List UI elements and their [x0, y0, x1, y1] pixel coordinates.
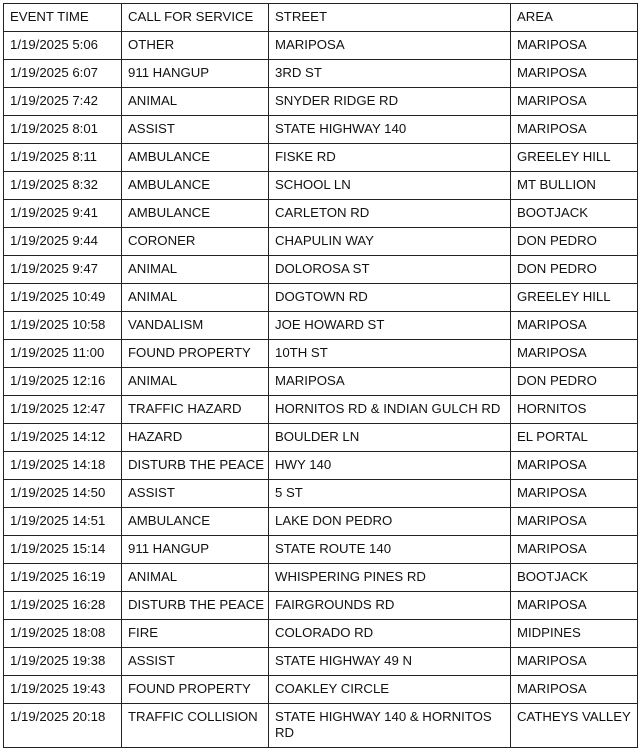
table-row: [4, 508, 638, 536]
table-row: [4, 88, 638, 116]
street-cell: SCHOOL LN: [269, 172, 511, 200]
event-time-cell: 1/19/2025 14:50: [4, 480, 122, 508]
event-time-cell: 1/19/2025 6:07: [4, 60, 122, 88]
area-cell: MARIPOSA: [511, 312, 638, 340]
table-row: [4, 396, 638, 424]
street-cell: SNYDER RIDGE RD: [269, 88, 511, 116]
call-for-service-cell: CORONER: [122, 228, 269, 256]
area-cell: BOOTJACK: [511, 564, 638, 592]
call-for-service-cell: ASSIST: [122, 648, 269, 676]
column-header-event-time: EVENT TIME: [4, 4, 122, 32]
call-for-service-cell: AMBULANCE: [122, 200, 269, 228]
call-for-service-cell: ANIMAL: [122, 88, 269, 116]
area-cell: MARIPOSA: [511, 592, 638, 620]
area-cell: MARIPOSA: [511, 116, 638, 144]
event-time-cell: 1/19/2025 18:08: [4, 620, 122, 648]
event-time-cell: 1/19/2025 14:18: [4, 452, 122, 480]
call-for-service-cell: TRAFFIC HAZARD: [122, 396, 269, 424]
area-cell: EL PORTAL: [511, 424, 638, 452]
street-cell: MARIPOSA: [269, 32, 511, 60]
table-row: [4, 312, 638, 340]
call-for-service-cell: TRAFFIC COLLISION: [122, 704, 269, 748]
call-for-service-cell: ANIMAL: [122, 256, 269, 284]
call-for-service-cell: DISTURB THE PEACE: [122, 452, 269, 480]
event-time-cell: 1/19/2025 7:42: [4, 88, 122, 116]
street-cell: HWY 140: [269, 452, 511, 480]
area-cell: MARIPOSA: [511, 32, 638, 60]
street-cell: STATE HIGHWAY 140 & HORNITOS RD: [269, 704, 511, 748]
call-for-service-cell: ASSIST: [122, 116, 269, 144]
call-for-service-cell: OTHER: [122, 32, 269, 60]
event-time-cell: 1/19/2025 15:14: [4, 536, 122, 564]
event-time-cell: 1/19/2025 16:19: [4, 564, 122, 592]
table-row: [4, 592, 638, 620]
event-time-cell: 1/19/2025 9:44: [4, 228, 122, 256]
event-time-cell: 1/19/2025 16:28: [4, 592, 122, 620]
event-time-cell: 1/19/2025 5:06: [4, 32, 122, 60]
table-row: [4, 284, 638, 312]
call-for-service-cell: 911 HANGUP: [122, 536, 269, 564]
table-row: [4, 32, 638, 60]
street-cell: DOGTOWN RD: [269, 284, 511, 312]
street-cell: CHAPULIN WAY: [269, 228, 511, 256]
table-body: [4, 32, 638, 748]
column-header-call-for-service: CALL FOR SERVICE: [122, 4, 269, 32]
event-time-cell: 1/19/2025 8:01: [4, 116, 122, 144]
area-cell: MARIPOSA: [511, 340, 638, 368]
column-header-street: STREET: [269, 4, 511, 32]
event-time-cell: 1/19/2025 14:51: [4, 508, 122, 536]
event-time-cell: 1/19/2025 19:43: [4, 676, 122, 704]
street-cell: STATE HIGHWAY 140: [269, 116, 511, 144]
call-for-service-cell: ANIMAL: [122, 564, 269, 592]
area-cell: MARIPOSA: [511, 452, 638, 480]
table-row: [4, 340, 638, 368]
table-row: [4, 228, 638, 256]
table-row: [4, 704, 638, 748]
event-time-cell: 1/19/2025 12:16: [4, 368, 122, 396]
area-cell: MARIPOSA: [511, 536, 638, 564]
street-cell: FAIRGROUNDS RD: [269, 592, 511, 620]
area-cell: MARIPOSA: [511, 60, 638, 88]
event-time-cell: 1/19/2025 9:47: [4, 256, 122, 284]
table-row: [4, 172, 638, 200]
event-time-cell: 1/19/2025 14:12: [4, 424, 122, 452]
event-time-cell: 1/19/2025 8:11: [4, 144, 122, 172]
event-time-cell: 1/19/2025 19:38: [4, 648, 122, 676]
call-for-service-cell: AMBULANCE: [122, 172, 269, 200]
street-cell: HORNITOS RD & INDIAN GULCH RD: [269, 396, 511, 424]
event-time-cell: 1/19/2025 20:18: [4, 704, 122, 748]
call-for-service-cell: DISTURB THE PEACE: [122, 592, 269, 620]
street-cell: BOULDER LN: [269, 424, 511, 452]
table-row: [4, 620, 638, 648]
street-cell: WHISPERING PINES RD: [269, 564, 511, 592]
event-time-cell: 1/19/2025 8:32: [4, 172, 122, 200]
area-cell: MARIPOSA: [511, 648, 638, 676]
call-log-table: [3, 3, 638, 748]
street-cell: 3RD ST: [269, 60, 511, 88]
event-time-cell: 1/19/2025 10:58: [4, 312, 122, 340]
table-row: [4, 676, 638, 704]
street-cell: COLORADO RD: [269, 620, 511, 648]
area-cell: MARIPOSA: [511, 88, 638, 116]
area-cell: HORNITOS: [511, 396, 638, 424]
table-row: [4, 200, 638, 228]
area-cell: MARIPOSA: [511, 508, 638, 536]
area-cell: GREELEY HILL: [511, 284, 638, 312]
area-cell: GREELEY HILL: [511, 144, 638, 172]
event-time-cell: 1/19/2025 9:41: [4, 200, 122, 228]
area-cell: MIDPINES: [511, 620, 638, 648]
event-time-cell: 1/19/2025 12:47: [4, 396, 122, 424]
street-cell: 5 ST: [269, 480, 511, 508]
table-row: [4, 116, 638, 144]
call-for-service-cell: HAZARD: [122, 424, 269, 452]
street-cell: STATE ROUTE 140: [269, 536, 511, 564]
table-row: [4, 144, 638, 172]
table-row: [4, 480, 638, 508]
area-cell: MARIPOSA: [511, 480, 638, 508]
area-cell: MARIPOSA: [511, 676, 638, 704]
event-time-cell: 1/19/2025 11:00: [4, 340, 122, 368]
call-for-service-cell: ANIMAL: [122, 284, 269, 312]
table-row: [4, 368, 638, 396]
call-for-service-cell: ASSIST: [122, 480, 269, 508]
street-cell: JOE HOWARD ST: [269, 312, 511, 340]
street-cell: FISKE RD: [269, 144, 511, 172]
area-cell: DON PEDRO: [511, 256, 638, 284]
table-row: [4, 648, 638, 676]
street-cell: CARLETON RD: [269, 200, 511, 228]
header-row: [4, 4, 638, 32]
area-cell: BOOTJACK: [511, 200, 638, 228]
table-row: [4, 60, 638, 88]
call-for-service-cell: FOUND PROPERTY: [122, 676, 269, 704]
street-cell: 10TH ST: [269, 340, 511, 368]
call-for-service-cell: VANDALISM: [122, 312, 269, 340]
column-header-area: AREA: [511, 4, 638, 32]
street-cell: COAKLEY CIRCLE: [269, 676, 511, 704]
event-time-cell: 1/19/2025 10:49: [4, 284, 122, 312]
area-cell: MT BULLION: [511, 172, 638, 200]
call-for-service-cell: FIRE: [122, 620, 269, 648]
call-for-service-cell: FOUND PROPERTY: [122, 340, 269, 368]
table-row: [4, 536, 638, 564]
street-cell: LAKE DON PEDRO: [269, 508, 511, 536]
area-cell: DON PEDRO: [511, 368, 638, 396]
table-row: [4, 424, 638, 452]
call-for-service-cell: 911 HANGUP: [122, 60, 269, 88]
call-for-service-cell: AMBULANCE: [122, 144, 269, 172]
call-for-service-cell: ANIMAL: [122, 368, 269, 396]
street-cell: MARIPOSA: [269, 368, 511, 396]
call-for-service-cell: AMBULANCE: [122, 508, 269, 536]
table-row: [4, 564, 638, 592]
table-row: [4, 452, 638, 480]
area-cell: DON PEDRO: [511, 228, 638, 256]
table-row: [4, 256, 638, 284]
area-cell: CATHEYS VALLEY: [511, 704, 638, 748]
street-cell: DOLOROSA ST: [269, 256, 511, 284]
street-cell: STATE HIGHWAY 49 N: [269, 648, 511, 676]
